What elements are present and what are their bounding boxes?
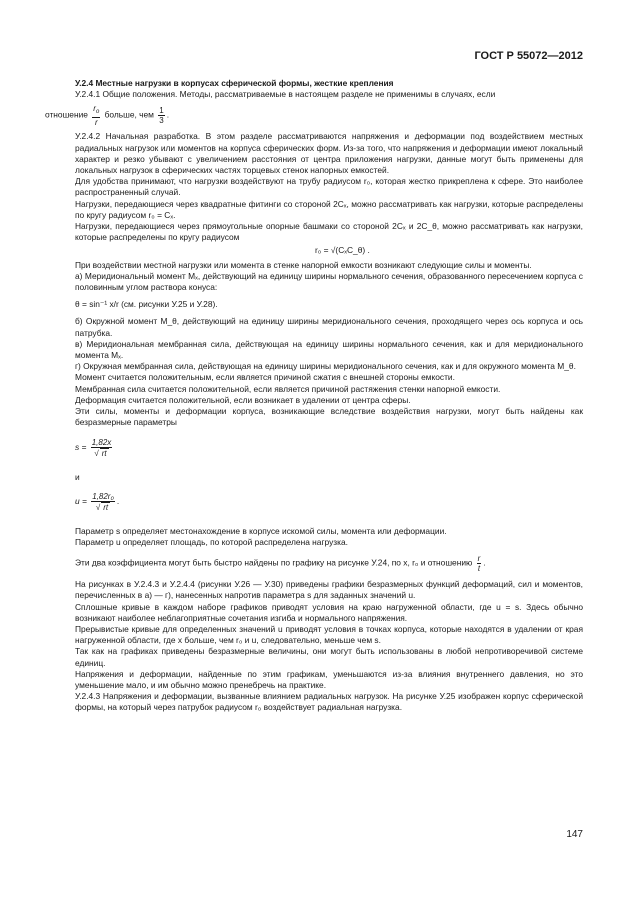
formula-theta: θ = sin⁻¹ x/r (см. рисунки У.25 и У.28). xyxy=(75,299,218,310)
period: . xyxy=(483,557,486,568)
paragraph: У.2.4.3 Напряжения и деформации, вызванные влиянием радиальных нагрузок. На рисунке У.25 изображен корпус сферической формы, на который через патрубок радиусом r₀ воздействует радиальная нагрузка. xyxy=(75,691,583,713)
paragraph: г) Окружная мембранная сила, действующая на единицу ширины меридионального сечения, как и для окружного момента M_θ. xyxy=(75,361,576,372)
document-body xyxy=(45,78,583,714)
ratio-mid-text: больше, чем xyxy=(104,110,154,121)
paragraph xyxy=(75,554,583,573)
paragraph: Прерывистые кривые для определенных значений u приводят условия в точках корпуса, которые находятся в удалении от края нагруженной области, где x больше, чем r₀ и u, следовательно, меньше чем s. xyxy=(75,623,583,646)
paragraph: Нагрузки, передающиеся через прямоугольные опорные башмаки со стороной 2Cₓ и 2C_θ, можно рассматривать как нагрузки, которые распределены по кругу радиусом xyxy=(75,221,583,243)
equation-fraction xyxy=(91,492,115,512)
section-heading: У.2.4 Местные нагрузки в корпусах сферической формы, жесткие крепления xyxy=(75,78,394,88)
equation-u xyxy=(75,492,583,512)
fraction-denominator: t xyxy=(477,564,481,574)
ratio-label: отношение xyxy=(45,110,88,121)
paragraph: в) Меридиональная мембранная сила, действующая на единицу ширины нормального сечения, как и для меридионального момента Mₓ. xyxy=(75,338,583,361)
paragraph: У.2.4.2 Начальная разработка. В этом разделе рассматриваются напряжения и деформации под воздействием местных радиальных нагрузок или моментов на корпуса сферических форм. Из-за того, что напряжения и деформации имеют локальный характер и резко убывают с увеличением расстояния от центра приложения нагрузки, данные могут быть применены для локальных нагрузок в сферических частях торцевых стенок напорных емкостей. xyxy=(75,131,583,176)
paragraph: Параметр s определяет местонахождение в корпусе искомой силы, момента или деформации. xyxy=(75,525,447,536)
fraction-numerator: 1,82r₀ xyxy=(92,491,114,501)
paragraph: Напряжения и деформации, найденные по этим графикам, уменьшаются из-за влияния внутреннего давления, но это уменьшение мало, и им обычно можно пренебречь на практике. xyxy=(75,668,583,690)
paragraph: Нагрузки, передающиеся через квадратные фитинги со стороной 2Cₓ, можно рассматривать как нагрузки, которые распределены по кругу радиусом r₀ = Cₓ. xyxy=(75,198,583,220)
equation-s xyxy=(75,438,583,458)
paragraph: Момент считается положительным, если является причиной сжатия с внешней стороны емкости. xyxy=(75,372,455,383)
paragraph: При воздействии местной нагрузки или момента в стенке напорной емкости возникают следующие силы и моменты. xyxy=(75,259,532,270)
fraction-one-third xyxy=(158,106,164,125)
equation-lhs: s = xyxy=(75,442,87,453)
paragraph: Сплошные кривые в каждом наборе графиков приводят условия на краю нагруженной области, где u = s. Здесь обычно возникают наиболее неблагоприятные сочетания изгиба и нормального напряжения. xyxy=(75,601,583,623)
fraction-numerator: 1 xyxy=(159,106,164,116)
paragraph: На рисунках в У.2.4.3 и У.2.4.4 (рисунки У.26 — У.30) приведены графики безразмерных функций деформаций, сил и моментов, перечисленных в а) — г), нанесенных напротив параметра s для заданных значений u. xyxy=(75,579,583,601)
fraction-numerator: 1,82x xyxy=(91,438,112,448)
formula-r0: r₀ = √(CₓC_θ) . xyxy=(315,245,370,256)
standard-header: ГОСТ Р 55072—2012 xyxy=(474,50,583,62)
fraction-numerator: $r_o$ xyxy=(92,104,100,118)
paragraph: Эти силы, моменты и деформации корпуса, возникающие вследствие воздействия нагрузки, могут быть найдены как безразмерные параметры xyxy=(75,406,583,428)
paragraph: Для удобства принимают, что нагрузки воздействуют на трубу радиусом r₀, которая жестко прикреплена к сфере. Это наиболее распространенный случай. xyxy=(75,176,583,198)
paragraph: а) Меридиональный момент Mₓ, действующий на единицу ширины нормального сечения, образованного пересечением корпуса с половинным углом раствора конуса: xyxy=(75,270,583,293)
conjunction: и xyxy=(75,472,80,483)
paragraph: У.2.4.1 Общие положения. Методы, рассматриваемые в настоящем разделе не применимы в случаях, если xyxy=(75,89,496,100)
paragraph: Так как на графиках приведены безразмерные величины, они могут быть использованы в любой непротиворечивой системе единиц. xyxy=(75,646,583,668)
paragraph: б) Окружной момент M_θ, действующий на единицу ширины меридионального сечения, проходящего через ось корпуса и ось патрубка. xyxy=(75,316,583,338)
equation-fraction xyxy=(91,438,113,458)
fraction-denominator: 3 xyxy=(159,116,164,126)
fraction-r-over-t xyxy=(477,554,482,573)
paragraph: Мембранная сила считается положительной, если является причиной растяжения стенки напорной емкости. xyxy=(75,383,501,394)
fraction-denominator: √ rt xyxy=(94,449,107,459)
fraction-denominator: √ rt xyxy=(95,502,109,512)
period: . xyxy=(166,110,170,121)
fraction-r0-over-r xyxy=(92,104,100,127)
period: . xyxy=(116,495,120,506)
ratio-condition-line xyxy=(45,104,583,127)
equation-lhs: u = xyxy=(75,495,87,506)
page-number: 147 xyxy=(566,829,583,840)
paragraph-text: Эти два коэффициента могут быть быстро найдены по графику на рисунке У.24, по x, r₀ и отношению xyxy=(75,557,473,568)
fraction-denominator: r xyxy=(94,118,98,128)
fraction-numerator: r xyxy=(477,554,481,564)
paragraph: Деформация считается положительной, если возникает в удалении от центра сферы. xyxy=(75,394,411,405)
paragraph: Параметр u определяет площадь, по которой распределена нагрузка. xyxy=(75,536,348,547)
